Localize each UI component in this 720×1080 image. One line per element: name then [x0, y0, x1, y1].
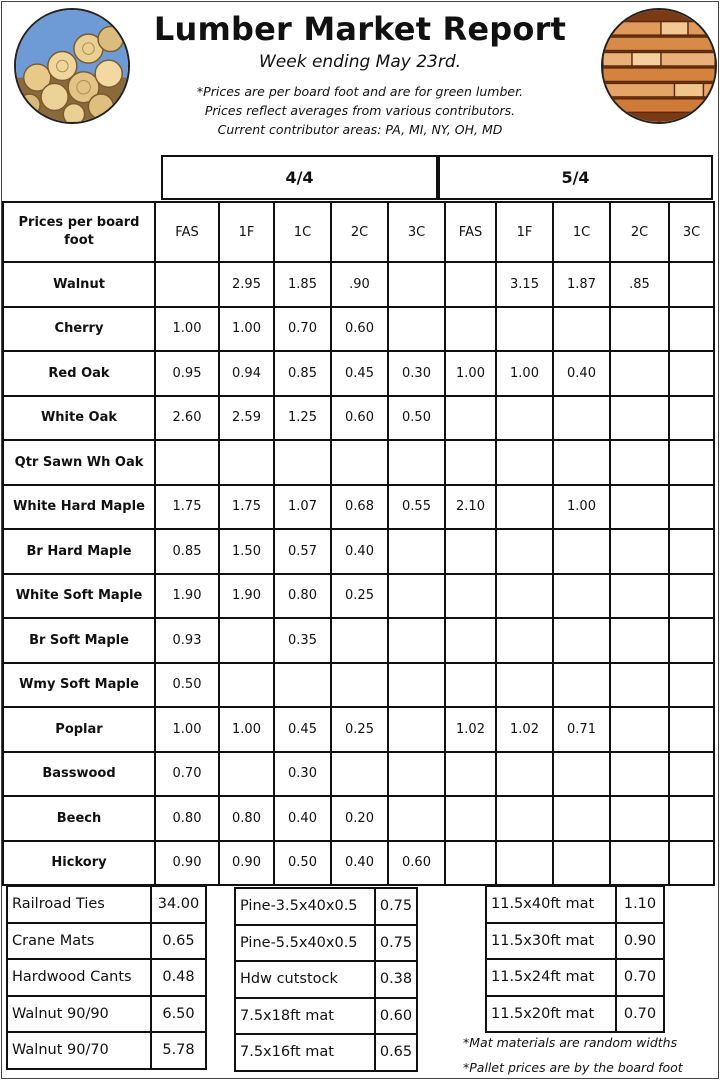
grade-header: FAS — [155, 202, 219, 262]
price-cell: 0.25 — [331, 707, 388, 752]
price-cell — [610, 574, 669, 619]
specialty-row — [235, 888, 417, 925]
price-cell — [388, 262, 445, 307]
price-cell — [388, 440, 445, 485]
price-cell — [496, 574, 553, 619]
species-label: Red Oak — [3, 351, 155, 396]
table-row — [3, 663, 714, 708]
price-cell: 0.25 — [331, 574, 388, 619]
price-cell — [610, 396, 669, 441]
price-cell — [553, 307, 610, 352]
specialty-row — [486, 959, 664, 996]
species-label: Br Hard Maple — [3, 529, 155, 574]
price-cell: 1.25 — [274, 396, 331, 441]
price-cell — [496, 841, 553, 886]
price-cell: 1.90 — [155, 574, 219, 619]
price-cell: 1.90 — [219, 574, 274, 619]
species-label: Cherry — [3, 307, 155, 352]
price-cell: 0.60 — [331, 307, 388, 352]
specialty-price: 0.70 — [616, 959, 664, 996]
report-subtitle: Week ending May 23rd. — [258, 52, 462, 72]
table-row — [3, 752, 714, 797]
price-cell — [388, 663, 445, 708]
grade-header: FAS — [445, 202, 496, 262]
price-cell — [388, 707, 445, 752]
price-cell: .85 — [610, 262, 669, 307]
price-cell — [274, 663, 331, 708]
price-cell: 1.00 — [496, 351, 553, 396]
price-cell — [496, 440, 553, 485]
price-table — [2, 201, 715, 886]
price-cell: 0.95 — [155, 351, 219, 396]
price-cell: 0.85 — [274, 351, 331, 396]
price-cell — [610, 707, 669, 752]
specialty-price: 1.10 — [616, 886, 664, 923]
price-cell: 0.80 — [219, 796, 274, 841]
price-cell: 0.93 — [155, 618, 219, 663]
price-cell: 1.87 — [553, 262, 610, 307]
log-pile-image — [16, 10, 128, 122]
thickness-header-5-4: 5/4 — [438, 155, 713, 200]
price-cell — [553, 618, 610, 663]
price-cell — [610, 485, 669, 530]
specialty-row — [7, 1032, 206, 1069]
price-cell — [610, 752, 669, 797]
specialty-price: 0.75 — [375, 888, 417, 925]
price-cell: 0.70 — [274, 307, 331, 352]
price-cell: 0.50 — [155, 663, 219, 708]
species-label: White Soft Maple — [3, 574, 155, 619]
table-row — [3, 618, 714, 663]
price-cell: 0.40 — [553, 351, 610, 396]
price-cell: 0.57 — [274, 529, 331, 574]
price-cell — [669, 396, 714, 441]
specialty-price: 6.50 — [151, 996, 206, 1033]
price-cell — [610, 440, 669, 485]
price-cell — [331, 618, 388, 663]
species-label: Poplar — [3, 707, 155, 752]
thickness-header-4-4: 4/4 — [161, 155, 438, 200]
log-pile-logo — [14, 8, 130, 124]
price-cell: 0.68 — [331, 485, 388, 530]
price-cell — [388, 307, 445, 352]
price-cell: 0.71 — [553, 707, 610, 752]
price-cell: 1.00 — [155, 307, 219, 352]
specialty-table-right — [485, 885, 665, 1033]
price-cell: 1.75 — [155, 485, 219, 530]
specialty-item: Hardwood Cants — [7, 959, 151, 996]
price-cell: 0.60 — [388, 841, 445, 886]
specialty-row — [7, 886, 206, 923]
price-cell — [669, 440, 714, 485]
specialty-item: 11.5x40ft mat — [486, 886, 616, 923]
price-cell — [219, 752, 274, 797]
price-cell — [388, 574, 445, 619]
price-cell — [496, 307, 553, 352]
price-cell — [496, 663, 553, 708]
price-cell — [388, 529, 445, 574]
table-row — [3, 707, 714, 752]
species-label: Basswood — [3, 752, 155, 797]
price-cell: 0.45 — [331, 351, 388, 396]
price-cell: 0.40 — [274, 796, 331, 841]
price-cell — [445, 752, 496, 797]
specialty-price: 0.60 — [375, 998, 417, 1035]
price-cell — [553, 396, 610, 441]
price-cell — [445, 307, 496, 352]
price-cell: 1.02 — [445, 707, 496, 752]
note-line: Prices reflect averages from various contributors. — [204, 103, 516, 118]
footnote-pallets: *Pallet prices are by the board foot — [463, 1060, 683, 1075]
specialty-item: Walnut 90/90 — [7, 996, 151, 1033]
species-label: Walnut — [3, 262, 155, 307]
price-cell — [445, 262, 496, 307]
price-cell — [445, 529, 496, 574]
sawn-lumber-image — [603, 10, 715, 122]
table-row — [3, 841, 714, 886]
price-cell: 1.75 — [219, 485, 274, 530]
price-cell — [610, 618, 669, 663]
price-cell: 1.07 — [274, 485, 331, 530]
grade-header: 3C — [669, 202, 714, 262]
table-row — [3, 262, 714, 307]
table-row — [3, 440, 714, 485]
sawn-lumber-logo — [601, 8, 717, 124]
price-cell — [610, 529, 669, 574]
price-cell: 0.50 — [274, 841, 331, 886]
price-cell — [669, 841, 714, 886]
price-cell: 1.00 — [553, 485, 610, 530]
specialty-item: 7.5x18ft mat — [235, 998, 375, 1035]
price-cell: 0.60 — [331, 396, 388, 441]
price-cell: 0.40 — [331, 841, 388, 886]
grade-header-row — [3, 202, 714, 262]
footnote-mats: *Mat materials are random widths — [463, 1035, 678, 1050]
specialty-row — [235, 998, 417, 1035]
grade-header: 2C — [610, 202, 669, 262]
price-cell: 0.40 — [331, 529, 388, 574]
price-cell — [496, 485, 553, 530]
price-cell — [669, 618, 714, 663]
price-cell: 1.00 — [155, 707, 219, 752]
table-row — [3, 307, 714, 352]
specialty-item: Crane Mats — [7, 923, 151, 960]
price-cell — [553, 529, 610, 574]
specialty-item: Railroad Ties — [7, 886, 151, 923]
price-cell: 1.50 — [219, 529, 274, 574]
price-cell: 3.15 — [496, 262, 553, 307]
price-cell — [496, 796, 553, 841]
price-cell — [496, 396, 553, 441]
species-label: Qtr Sawn Wh Oak — [3, 440, 155, 485]
price-cell — [669, 307, 714, 352]
price-cell — [669, 663, 714, 708]
table-row — [3, 574, 714, 619]
price-cell: 0.55 — [388, 485, 445, 530]
price-cell — [553, 841, 610, 886]
price-cell — [669, 796, 714, 841]
price-cell: 0.80 — [274, 574, 331, 619]
price-cell — [553, 796, 610, 841]
specialty-row — [7, 996, 206, 1033]
price-cell — [331, 663, 388, 708]
species-label: White Oak — [3, 396, 155, 441]
grade-header: 1F — [496, 202, 553, 262]
price-cell: 0.45 — [274, 707, 331, 752]
specialty-price: 0.75 — [375, 925, 417, 962]
specialty-item: Walnut 90/70 — [7, 1032, 151, 1069]
specialty-table-left — [6, 885, 207, 1070]
price-cell — [219, 440, 274, 485]
price-cell: 0.35 — [274, 618, 331, 663]
price-cell: 0.50 — [388, 396, 445, 441]
price-cell: 1.02 — [496, 707, 553, 752]
specialty-price: 0.38 — [375, 961, 417, 998]
species-label: Br Soft Maple — [3, 618, 155, 663]
table-row — [3, 351, 714, 396]
table-row — [3, 529, 714, 574]
report-notes — [130, 82, 590, 139]
note-line: *Prices are per board foot and are for green lumber. — [196, 84, 524, 99]
price-cell — [669, 262, 714, 307]
grade-header: 1F — [219, 202, 274, 262]
specialty-row — [235, 1034, 417, 1071]
price-cell — [445, 663, 496, 708]
specialty-item: Pine-5.5x40x0.5 — [235, 925, 375, 962]
price-cell: 1.00 — [219, 707, 274, 752]
specialty-item: 11.5x24ft mat — [486, 959, 616, 996]
price-cell — [610, 307, 669, 352]
price-cell — [553, 663, 610, 708]
report-title: Lumber Market Report — [153, 10, 567, 48]
price-cell — [496, 618, 553, 663]
specialty-item: Pine-3.5x40x0.5 — [235, 888, 375, 925]
price-cell — [388, 796, 445, 841]
specialty-price: 0.65 — [151, 923, 206, 960]
price-cell — [610, 796, 669, 841]
specialty-item: 11.5x30ft mat — [486, 923, 616, 960]
price-cell: 0.20 — [331, 796, 388, 841]
price-cell — [610, 663, 669, 708]
specialty-row — [235, 961, 417, 998]
specialty-row — [486, 886, 664, 923]
price-cell — [553, 574, 610, 619]
price-cell — [388, 752, 445, 797]
price-cell: 1.00 — [445, 351, 496, 396]
price-cell: 2.95 — [219, 262, 274, 307]
price-cell — [445, 841, 496, 886]
price-cell — [553, 440, 610, 485]
species-label: White Hard Maple — [3, 485, 155, 530]
price-cell — [219, 618, 274, 663]
price-cell — [669, 485, 714, 530]
price-cell — [610, 841, 669, 886]
price-cell — [155, 440, 219, 485]
price-cell: 0.85 — [155, 529, 219, 574]
price-cell — [496, 752, 553, 797]
price-cell: 2.10 — [445, 485, 496, 530]
price-cell — [274, 440, 331, 485]
price-cell: 0.90 — [219, 841, 274, 886]
price-cell — [610, 351, 669, 396]
price-cell — [155, 262, 219, 307]
price-cell: .90 — [331, 262, 388, 307]
price-cell: 0.30 — [388, 351, 445, 396]
specialty-row — [7, 923, 206, 960]
table-row — [3, 485, 714, 530]
price-cell — [669, 574, 714, 619]
note-line: Current contributor areas: PA, MI, NY, OH, MD — [217, 122, 503, 137]
price-cell: 2.60 — [155, 396, 219, 441]
specialty-item: 11.5x20ft mat — [486, 996, 616, 1033]
price-cell — [445, 796, 496, 841]
price-cell: 1.85 — [274, 262, 331, 307]
price-cell: 0.90 — [155, 841, 219, 886]
price-cell — [331, 752, 388, 797]
specialty-row — [486, 996, 664, 1033]
price-cell — [445, 440, 496, 485]
price-cell — [445, 574, 496, 619]
specialty-price: 0.48 — [151, 959, 206, 996]
specialty-row — [486, 923, 664, 960]
grade-header: 3C — [388, 202, 445, 262]
species-label: Wmy Soft Maple — [3, 663, 155, 708]
table-row — [3, 796, 714, 841]
price-cell: 0.94 — [219, 351, 274, 396]
price-cell — [669, 351, 714, 396]
grade-header: 1C — [274, 202, 331, 262]
specialty-item: Hdw cutstock — [235, 961, 375, 998]
table-row — [3, 396, 714, 441]
price-cell — [669, 529, 714, 574]
price-cell — [331, 440, 388, 485]
price-cell: 0.80 — [155, 796, 219, 841]
price-cell — [388, 618, 445, 663]
price-cell — [445, 396, 496, 441]
price-cell — [669, 752, 714, 797]
specialty-price: 0.70 — [616, 996, 664, 1033]
price-cell: 1.00 — [219, 307, 274, 352]
price-cell: 2.59 — [219, 396, 274, 441]
species-label: Beech — [3, 796, 155, 841]
price-cell — [553, 752, 610, 797]
grade-header: 1C — [553, 202, 610, 262]
specialty-price: 5.78 — [151, 1032, 206, 1069]
price-cell — [445, 618, 496, 663]
price-cell: 0.30 — [274, 752, 331, 797]
specialty-price: 0.65 — [375, 1034, 417, 1071]
specialty-table-middle — [234, 887, 418, 1072]
specialty-price: 34.00 — [151, 886, 206, 923]
specialty-price: 0.90 — [616, 923, 664, 960]
corner-label: Prices per board foot — [3, 202, 155, 262]
price-cell — [669, 707, 714, 752]
specialty-row — [7, 959, 206, 996]
grade-header: 2C — [331, 202, 388, 262]
price-cell — [219, 663, 274, 708]
price-cell: 0.70 — [155, 752, 219, 797]
price-cell — [496, 529, 553, 574]
specialty-row — [235, 925, 417, 962]
specialty-item: 7.5x16ft mat — [235, 1034, 375, 1071]
species-label: Hickory — [3, 841, 155, 886]
